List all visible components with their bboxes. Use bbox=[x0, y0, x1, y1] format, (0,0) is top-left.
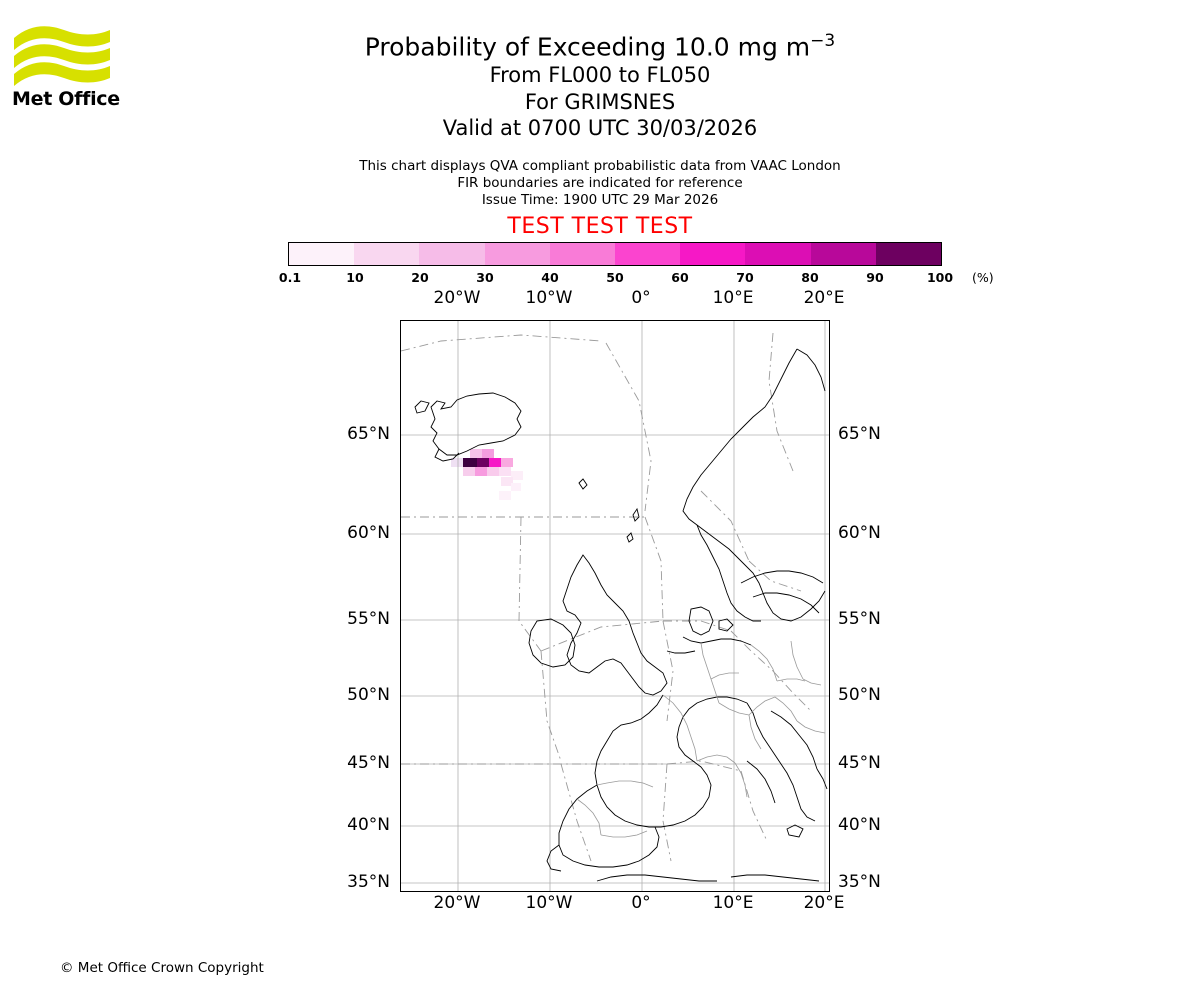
lat-label-left-35n: 35°N bbox=[347, 872, 390, 892]
colorbar-swatch bbox=[680, 243, 745, 265]
coastlines bbox=[415, 349, 827, 881]
lat-label-left-65n: 65°N bbox=[347, 424, 390, 444]
lon-label-top-10e: 10°E bbox=[712, 288, 754, 308]
test-banner: TEST TEST TEST bbox=[507, 214, 693, 239]
country-borders bbox=[577, 641, 825, 837]
flight-level-subtitle: From FL000 to FL050 bbox=[489, 63, 711, 87]
lat-label-left-50n: 50°N bbox=[347, 685, 390, 705]
ash-probability-cells bbox=[451, 449, 523, 500]
lat-label-right-40n: 40°N bbox=[838, 815, 881, 835]
colorbar-tick: 20 bbox=[411, 270, 429, 285]
colorbar-tick: 50 bbox=[606, 270, 624, 285]
lon-label-top-0: 0° bbox=[631, 288, 651, 308]
probability-map[interactable] bbox=[400, 320, 830, 892]
valid-time-subtitle: Valid at 0700 UTC 30/03/2026 bbox=[442, 116, 758, 140]
lon-label-bottom-20e: 20°E bbox=[803, 893, 845, 913]
colorbar-swatch bbox=[354, 243, 419, 265]
lon-label-top-10w: 10°W bbox=[525, 288, 573, 308]
colorbar-tick: 100 bbox=[926, 270, 954, 285]
colorbar-swatch bbox=[615, 243, 680, 265]
fir-boundaries bbox=[401, 333, 811, 861]
colorbar-swatch bbox=[289, 243, 354, 265]
lat-label-right-55n: 55°N bbox=[838, 609, 881, 629]
colorbar-swatch bbox=[876, 243, 941, 265]
lat-label-left-60n: 60°N bbox=[347, 523, 390, 543]
lon-label-top-20e: 20°E bbox=[803, 288, 845, 308]
colorbar-tick: 0.1 bbox=[278, 270, 302, 285]
issue-time-note: Issue Time: 1900 UTC 29 Mar 2026 bbox=[481, 192, 719, 208]
lon-label-bottom-20w: 20°W bbox=[433, 893, 481, 913]
volcano-site-subtitle: For GRIMSNES bbox=[524, 90, 676, 114]
colorbar-tick: 60 bbox=[671, 270, 689, 285]
page-title-text: Probability of Exceeding 10.0 mg m bbox=[364, 32, 811, 62]
lat-label-left-45n: 45°N bbox=[347, 753, 390, 773]
colorbar-swatch bbox=[811, 243, 876, 265]
lat-label-right-60n: 60°N bbox=[838, 523, 881, 543]
page-title bbox=[0, 26, 1200, 62]
lat-label-right-45n: 45°N bbox=[838, 753, 881, 773]
colorbar-tick: 80 bbox=[801, 270, 819, 285]
colorbar-swatch bbox=[485, 243, 550, 265]
probability-colorbar bbox=[288, 242, 942, 266]
lat-label-left-55n: 55°N bbox=[347, 609, 390, 629]
fir-note-line-2: FIR boundaries are indicated for reference bbox=[457, 175, 743, 191]
lon-label-bottom-10e: 10°E bbox=[712, 893, 754, 913]
lon-label-top-20w: 20°W bbox=[433, 288, 481, 308]
colorbar-tick: 70 bbox=[736, 270, 754, 285]
colorbar-swatch bbox=[745, 243, 810, 265]
lon-label-bottom-10w: 10°W bbox=[525, 893, 573, 913]
colorbar-tick: 90 bbox=[866, 270, 884, 285]
colorbar-swatch bbox=[550, 243, 615, 265]
copyright-notice: © Met Office Crown Copyright bbox=[60, 960, 264, 976]
colorbar-tick: 10 bbox=[346, 270, 364, 285]
colorbar-tick: 30 bbox=[476, 270, 494, 285]
page-title-exponent: −3 bbox=[810, 31, 836, 51]
lat-label-right-35n: 35°N bbox=[838, 872, 881, 892]
lat-label-right-65n: 65°N bbox=[838, 424, 881, 444]
qva-note-line-1: This chart displays QVA compliant probabilistic data from VAAC London bbox=[359, 158, 841, 174]
colorbar-tick: 40 bbox=[541, 270, 559, 285]
lat-label-left-40n: 40°N bbox=[347, 815, 390, 835]
colorbar-units: (%) bbox=[972, 270, 994, 285]
colorbar-swatch bbox=[419, 243, 484, 265]
lon-label-bottom-0: 0° bbox=[631, 893, 651, 913]
met-office-logo-text: Met Office bbox=[12, 88, 120, 110]
lat-label-right-50n: 50°N bbox=[838, 685, 881, 705]
